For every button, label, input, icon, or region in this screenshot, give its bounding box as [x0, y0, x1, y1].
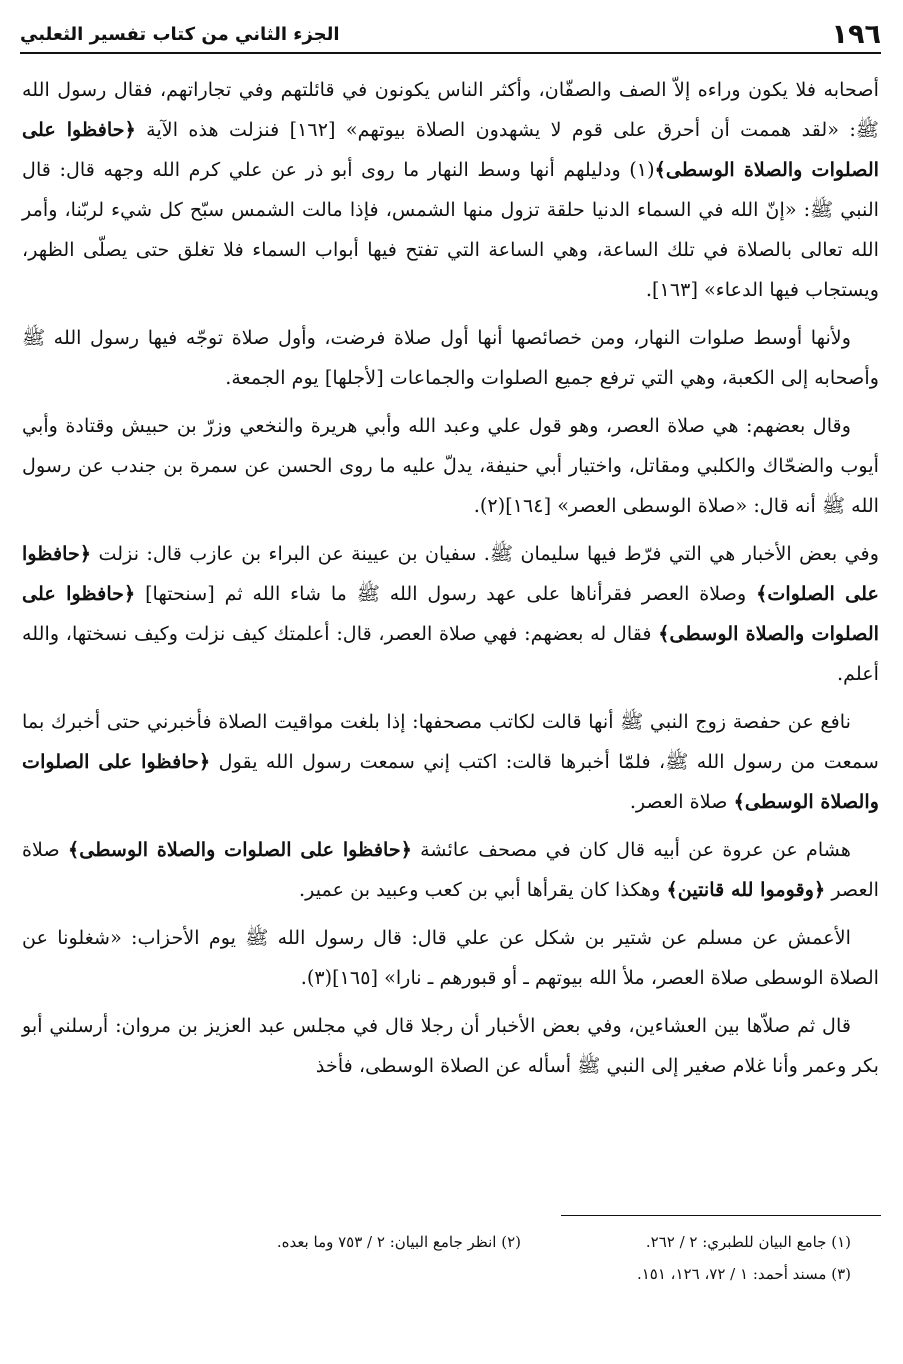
text-run: وصلاة العصر فقرأناها على عهد رسول الله ﷺ ما شاء الله ثم [سنحتها]	[135, 582, 757, 605]
text-run: الأعمش عن مسلم عن شتير بن شكل عن علي قال: قال رسول الله ﷺ يوم الأحزاب: «شغلونا عن الصلاة الوسطى صلاة العصر، ملأ الله بيوتهم ـ أو قبورهم ـ نارا» [١٦٥](٣).	[22, 926, 879, 989]
footnote-1: (١) جامع البيان للطبري: ٢ / ٢٦٢.	[645, 1233, 851, 1251]
text-run: صلاة العصر.	[629, 790, 734, 813]
quran-quote: ﴿حافظوا على الصلوات﴾	[22, 542, 879, 605]
page-number: ١٩٦	[831, 18, 881, 50]
text-run: نافع عن حفصة زوج النبي ﷺ أنها قالت لكاتب مصحفها: إذا بلغت مواقيت الصلاة فأخبرني حتى أخبرك بما سمعت من رسول الله ﷺ، فلمّا أخبرها قالت: اكتب إني سمعت رسول الله يقول	[22, 710, 879, 773]
footnotes	[80, 1226, 851, 1290]
paragraph	[22, 318, 879, 398]
page-header	[20, 16, 881, 54]
paragraph	[22, 406, 879, 526]
running-title: الجزء الثاني من كتاب تفسير الثعلبي	[20, 23, 340, 45]
quran-quote: ﴿حافظوا على الصلوات والصلاة الوسطى﴾	[67, 838, 412, 861]
paragraph	[22, 70, 879, 310]
footnote-3: (٣) مسند أحمد: ١ / ٧٢، ١٢٦، ١٥١.	[636, 1265, 851, 1283]
text-run: ولأنها أوسط صلوات النهار، ومن خصائصها أنها أول صلاة فرضت، وأول صلاة توجّه فيها رسول الله ﷺ وأصحابه إلى الكعبة، وهي التي ترفع جميع الصلوات والجماعات [لأجلها] يوم الجمعة.	[22, 326, 879, 389]
footnote-row	[80, 1258, 851, 1290]
quran-quote: ﴿حافظوا على الصلوات والصلاة الوسطى﴾	[22, 750, 879, 813]
footnote-divider	[561, 1215, 881, 1216]
text-run: صلاة العصر	[22, 838, 879, 901]
text-run: وقال بعضهم: هي صلاة العصر، وهو قول علي وعبد الله وأبي هريرة والنخعي وزرّ بن حبيش وقتادة وأبي أيوب والضحّاك والكلبي ومقاتل، واختيار أبي حنيفة، يدلّ عليه ما روى الحسن عن سمرة بن جندب عن رسول الله ﷺ أنه قال: «صلاة الوسطى العصر» [١٦٤](٢).	[22, 414, 879, 517]
text-run: وهكذا كان يقرأها أبي بن كعب وعبيد بن عمير.	[299, 878, 667, 901]
paragraph	[22, 918, 879, 998]
text-run: فقال له بعضهم: فهي صلاة العصر، قال: أعلمتك كيف نزلت وكيف نسختها، والله أعلم.	[22, 622, 879, 685]
footnote-row	[80, 1226, 851, 1258]
text-run: (١) ودليلهم أنها وسط النهار ما روى أبو ذر عن علي كرم الله وجهه قال: قال النبي ﷺ: «إنّ الله في السماء الدنيا حلقة تزول منها الشمس، فإذا مالت الشمس سبّح كل شيء لربّنا، وأمر الله تعالى بالصلاة في تلك الساعة، وهي الساعة التي تفتح فيها أبواب السماء فلا تغلق حتى يصلّى الظهر، ويستجاب فيها الدعاء» [١٦٣].	[22, 158, 879, 301]
quran-quote: ﴿حافظوا على الصلوات والصلاة الوسطى﴾	[22, 118, 880, 181]
text-run: هشام عن عروة عن أبيه قال كان في مصحف عائشة	[411, 838, 851, 861]
paragraph	[22, 534, 879, 694]
footnote-2: (٢) انظر جامع البيان: ٢ / ٧٥٣ وما بعده.	[276, 1233, 521, 1251]
quran-quote: ﴿حافظوا على الصلوات والصلاة الوسطى﴾	[22, 582, 880, 645]
paragraph	[22, 1006, 879, 1086]
paragraph	[22, 830, 879, 910]
text-run: أصحابه فلا يكون وراءه إلاّ الصف والصفّان، وأكثر الناس يكونون في قائلتهم وفي تجاراتهم، فقال رسول الله ﷺ: «لقد هممت أن أحرق على قوم لا يشهدون الصلاة بيوتهم» [١٦٢] فنزلت هذه الآية	[22, 78, 879, 141]
body-text	[22, 70, 879, 1094]
quran-quote: ﴿وقوموا لله قانتين﴾	[666, 878, 826, 901]
text-run: قال ثم صلاّها بين العشاءين، وفي بعض الأخبار أن رجلا قال في مجلس عبد العزيز بن مروان: أرسلني أبو بكر وعمر وأنا غلام صغير إلى النبي ﷺ أسأله عن الصلاة الوسطى، فأخذ	[22, 1014, 879, 1077]
paragraph	[22, 702, 879, 822]
text-run: وفي بعض الأخبار هي التي فرّط فيها سليمان ﷺ. سفيان بن عيينة عن البراء بن عازب قال: نزلت	[91, 542, 879, 565]
